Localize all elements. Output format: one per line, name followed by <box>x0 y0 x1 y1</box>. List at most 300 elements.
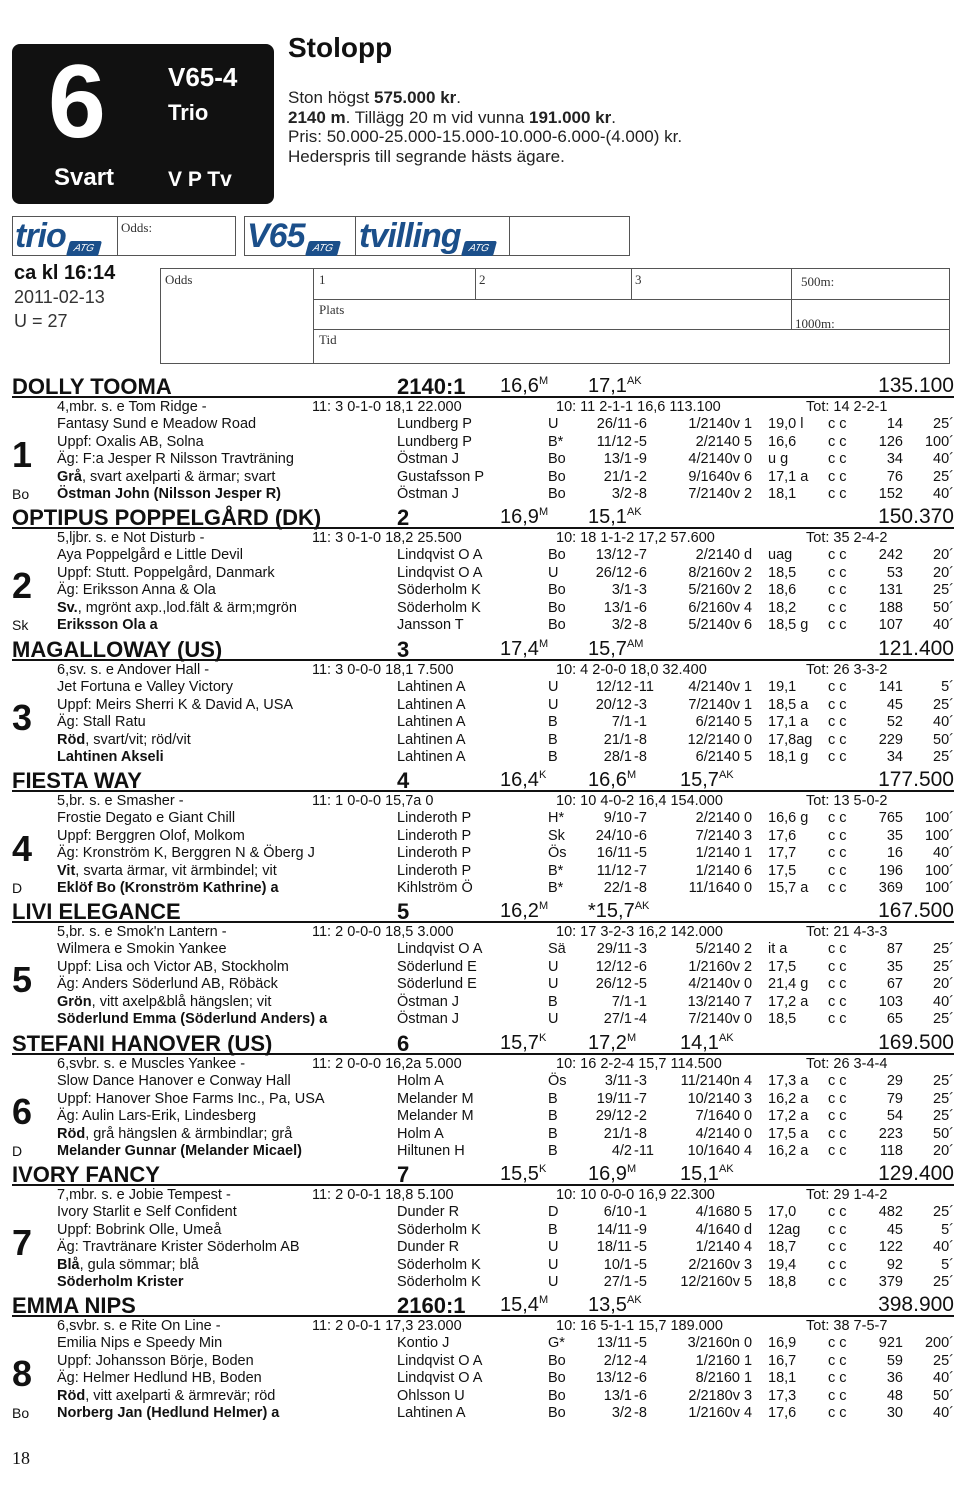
start-position: 3 <box>743 828 753 844</box>
shoe-code: Sk <box>12 617 29 633</box>
start-driver: Lundberg P <box>397 434 472 450</box>
colors: Grå, svart axelparti & ärmar; svart <box>57 469 276 485</box>
stat-2010: 10: 10 0-0-0 16,9 22.300 <box>556 1187 715 1203</box>
start-race-no: -7 <box>634 810 647 826</box>
start-driver: Söderholm K <box>397 1257 481 1273</box>
start-time: it a <box>768 941 788 957</box>
start-track: B <box>548 1126 558 1142</box>
start-shoes: c c <box>828 880 847 896</box>
start-shoes: c c <box>828 486 847 502</box>
colors: Röd, svart/vit; röd/vit <box>57 732 191 748</box>
start-position: 3 <box>743 1388 753 1404</box>
start-shoes: c c <box>828 1091 847 1107</box>
start-track: Bo <box>548 582 566 598</box>
start-driver: Söderholm K <box>397 582 481 598</box>
start-result: 4/1680 <box>695 1204 740 1220</box>
breeder: Uppf: Oxalis AB, Solna <box>57 434 204 450</box>
start-track: Bo <box>548 486 566 502</box>
start-position: 4 <box>743 1405 753 1421</box>
start-track: Bo <box>548 451 566 467</box>
v65-logo: V65 ATG <box>247 217 338 256</box>
start-distance: 2140:1 <box>397 374 466 399</box>
horse-entry <box>0 374 960 502</box>
start-driver: Gustafsson P <box>397 469 485 485</box>
start-track: B <box>548 749 558 765</box>
breeder: Uppf: Lisa och Victor AB, Stockholm <box>57 959 289 975</box>
start-position: 0 <box>743 976 753 992</box>
start-track: U <box>548 1257 559 1273</box>
grid-col-2: 2 <box>479 272 486 287</box>
owner: Äg: Kronström K, Berggren N & Öberg J <box>57 845 315 861</box>
dam-line: Ivory Starlit e Self Confident <box>57 1204 237 1220</box>
record-1: $16,9^M$ <box>500 506 549 528</box>
start-number: 7 <box>12 1222 33 1263</box>
breeder: Uppf: Stutt. Poppelgård, Danmark <box>57 565 275 581</box>
start-result: 5/2140 <box>695 941 740 957</box>
start-position: 2 <box>743 582 753 598</box>
start-date: 26/11 <box>596 416 632 432</box>
start-shoes: c c <box>828 810 847 826</box>
start-position: 5 <box>743 749 753 765</box>
breeder: Uppf: Berggren Olof, Molkom <box>57 828 245 844</box>
start-number: 6 <box>12 1091 33 1132</box>
start-position: d <box>743 1222 753 1238</box>
start-track: B <box>548 1108 558 1124</box>
shoe-code: D <box>12 1143 23 1159</box>
start-prize: 40´ <box>933 617 954 633</box>
start-prize: 40´ <box>933 451 954 467</box>
prize-money: 150.370 <box>878 505 954 528</box>
start-race-no: -1 <box>634 1204 647 1220</box>
trio-odds-label: Odds: <box>121 220 153 235</box>
race-trio-label: Trio <box>168 100 209 125</box>
record-2: $16,6^M$ <box>588 769 637 791</box>
start-number: 4 <box>12 828 33 869</box>
stat-2011: 11: 1 0-0-0 15,7a 0 <box>312 793 434 809</box>
start-date: 3/1 <box>611 582 632 598</box>
start-result: 7/2140v <box>688 1011 740 1027</box>
horse-entry <box>0 1293 960 1421</box>
prize-money: 177.500 <box>878 768 954 791</box>
start-race-no: -8 <box>634 486 647 502</box>
start-race-no: -5 <box>634 434 647 450</box>
start-time: 12ag <box>768 1222 801 1238</box>
start-result: 2/2140 <box>695 547 740 563</box>
start-race-no: -5 <box>634 1257 647 1273</box>
start-track: Ös <box>548 1073 567 1089</box>
stat-2011: 11: 2 0-0-0 16,2a 5.000 <box>312 1056 462 1072</box>
start-odds: 59 <box>886 1353 903 1369</box>
start-driver: Lahtinen A <box>397 697 466 713</box>
owner: Äg: Travtränare Krister Söderholm AB <box>57 1239 300 1255</box>
start-result: 8/2160 <box>695 1370 740 1386</box>
start-driver: Lahtinen A <box>397 749 466 765</box>
start-date: 7/1 <box>611 994 632 1010</box>
start-result: 4/1640 <box>695 1222 740 1238</box>
start-shoes: c c <box>828 617 847 633</box>
start-prize: 50´ <box>933 732 954 748</box>
start-result: 11/1640 <box>688 880 740 896</box>
start-time: 17,8ag <box>768 732 813 748</box>
stat-2010: 10: 17 3-2-3 16,2 142.000 <box>556 924 723 940</box>
start-position: 4 <box>743 1239 753 1255</box>
start-race-no: -8 <box>634 1405 647 1421</box>
start-time: 18,2 <box>768 600 797 616</box>
start-number: 3 <box>12 697 33 738</box>
start-time: 17,0 <box>768 1204 797 1220</box>
start-time: 18,5 a <box>768 697 809 713</box>
start-position: d <box>743 547 753 563</box>
start-position: 7 <box>743 994 753 1010</box>
entry-divider <box>12 921 954 923</box>
start-prize: 40´ <box>933 994 954 1010</box>
grid-odds-label: Odds <box>165 272 193 287</box>
start-time: 18,8 <box>768 1274 797 1290</box>
start-driver: Lahtinen A <box>397 1405 466 1421</box>
start-position: 0 <box>743 1126 753 1142</box>
start-race-no: -5 <box>634 976 647 992</box>
start-time: 18,5 <box>768 1011 797 1027</box>
start-date: 4/2 <box>611 1143 632 1159</box>
start-result: 10/2140 <box>687 1091 740 1107</box>
start-driver: Linderoth P <box>397 810 472 826</box>
start-distance: 5 <box>397 899 410 924</box>
start-result: 9/1640v <box>688 469 740 485</box>
record-2: $16,9^M$ <box>588 1163 637 1185</box>
start-time: 18,1 <box>768 486 797 502</box>
start-position: 0 <box>743 451 753 467</box>
start-result: 4/2140 <box>695 1126 740 1142</box>
start-shoes: c c <box>828 451 847 467</box>
breeder: Uppf: Hanover Shoe Farms Inc., Pa, USA <box>57 1091 325 1107</box>
entry-divider <box>12 1053 954 1055</box>
start-race-no: -1 <box>634 714 647 730</box>
start-driver: Söderholm K <box>397 1222 481 1238</box>
start-driver: Dunder R <box>397 1204 460 1220</box>
start-time: 17,2 a <box>768 1108 809 1124</box>
entry-divider <box>12 1184 954 1186</box>
start-shoes: c c <box>828 600 847 616</box>
race-number: 6 <box>48 44 106 160</box>
shoe-code: Bo <box>12 486 30 502</box>
start-driver: Ohlsson U <box>397 1388 465 1404</box>
start-driver: Linderoth P <box>397 828 472 844</box>
start-time: 16,6 <box>768 434 797 450</box>
start-odds: 30 <box>886 1405 903 1421</box>
start-time: 17,7 <box>768 845 797 861</box>
start-race-no: -7 <box>634 1091 647 1107</box>
start-race-no: -2 <box>634 1108 647 1124</box>
start-prize: 25´ <box>933 1011 954 1027</box>
race-color: Svart <box>54 164 115 191</box>
start-shoes: c c <box>828 434 847 450</box>
start-time: uag <box>768 547 793 563</box>
start-track: Bo <box>548 469 566 485</box>
start-shoes: c c <box>828 828 847 844</box>
start-result: 4/2140v <box>688 976 740 992</box>
start-odds: 48 <box>886 1388 903 1404</box>
start-odds: 14 <box>886 416 903 432</box>
start-driver: Hiltunen H <box>397 1143 465 1159</box>
start-position: 0 <box>743 732 753 748</box>
start-odds: 16 <box>886 845 903 861</box>
start-race-no: -5 <box>634 1274 647 1290</box>
start-shoes: c c <box>828 1126 847 1142</box>
race-cond-line-4: Hederspris till segrande hästs ägare. <box>288 146 565 166</box>
start-time: 18,7 <box>768 1239 797 1255</box>
start-date: 9/10 <box>603 810 632 826</box>
start-shoes: c c <box>828 697 847 713</box>
start-race-no: -7 <box>634 863 647 879</box>
record-1: $17,4^M$ <box>500 638 549 660</box>
start-odds: 118 <box>879 1143 903 1159</box>
stat-total: Tot: 38 7-5-7 <box>806 1318 888 1334</box>
start-race-no: -3 <box>634 582 647 598</box>
trio-logo: trio ATG <box>15 217 100 256</box>
entry-divider <box>12 527 954 529</box>
start-position: 5 <box>743 1274 753 1290</box>
start-driver: Östman J <box>397 994 460 1010</box>
start-date: 29/12 <box>595 1108 632 1124</box>
start-track: B <box>548 1091 558 1107</box>
owner: Äg: Aulin Lars-Erik, Lindesberg <box>57 1108 257 1124</box>
owner: Äg: Stall Ratu <box>57 714 146 730</box>
start-driver: Söderholm K <box>397 1274 481 1290</box>
record-1: $15,4^M$ <box>500 1294 549 1316</box>
horse-name: MAGALLOWAY (US) <box>12 637 223 662</box>
start-track: Bo <box>548 617 566 633</box>
start-driver: Kontio J <box>397 1335 450 1351</box>
start-prize: 5´ <box>941 1257 954 1273</box>
start-result: 7/2140 <box>695 828 740 844</box>
start-position: 0 <box>743 1335 753 1351</box>
dam-line: Slow Dance Hanover e Conway Hall <box>57 1073 291 1089</box>
start-shoes: c c <box>828 1143 847 1159</box>
start-shoes: c c <box>828 1388 847 1404</box>
start-date: 12/12 <box>595 679 632 695</box>
breeder: Uppf: Johansson Börje, Boden <box>57 1353 254 1369</box>
start-race-no: -8 <box>634 880 647 896</box>
start-prize: 20´ <box>933 1143 954 1159</box>
start-odds: 53 <box>886 565 903 581</box>
start-odds: 369 <box>878 880 903 896</box>
start-prize: 25´ <box>933 469 954 485</box>
start-prize: 25´ <box>933 697 954 713</box>
start-odds: 54 <box>886 1108 903 1124</box>
start-odds: 765 <box>878 810 903 826</box>
start-prize: 50´ <box>933 1126 954 1142</box>
stat-2011: 11: 3 0-1-0 18,1 22.000 <box>312 399 462 415</box>
start-date: 13/1 <box>603 1388 632 1404</box>
horse-name: DOLLY TOOMA <box>12 374 172 399</box>
race-header-box <box>12 44 274 204</box>
start-result: 1/2160 <box>695 1353 740 1369</box>
result-grid <box>160 268 950 364</box>
start-race-no: -6 <box>634 565 647 581</box>
stat-2010: 10: 4 2-0-0 18,0 32.400 <box>556 662 707 678</box>
start-shoes: c c <box>828 994 847 1010</box>
start-position: 2 <box>743 486 753 502</box>
start-odds: 223 <box>878 1126 903 1142</box>
record-2: $17,2^M$ <box>588 1032 637 1054</box>
record-1: $15,5^K$ <box>500 1163 547 1185</box>
start-date: 2/12 <box>603 1353 632 1369</box>
start-odds: 87 <box>886 941 903 957</box>
start-position: 0 <box>743 1011 753 1027</box>
start-prize: 25´ <box>933 1204 954 1220</box>
start-prize: 100´ <box>924 863 954 879</box>
horse-entry <box>0 1031 960 1159</box>
horse-pedigree: 6,svbr. s. e Rite On Line - <box>57 1318 221 1334</box>
start-race-no: -6 <box>634 959 647 975</box>
driver-trainer: Söderholm Krister <box>57 1274 184 1290</box>
start-shoes: c c <box>828 1222 847 1238</box>
start-date: 13/12 <box>595 1370 632 1386</box>
start-time: 19,0 l <box>768 416 804 432</box>
start-result: 13/2140 <box>687 994 740 1010</box>
start-prize: 25´ <box>933 1274 954 1290</box>
colors: Grön, vitt axelp&blå hängslen; vit <box>57 994 272 1010</box>
breeder: Uppf: Bobrink Olle, Umeå <box>57 1222 222 1238</box>
start-time: 16,2 a <box>768 1091 809 1107</box>
grid-1000m-label: 1000m: <box>795 316 835 331</box>
start-odds: 92 <box>886 1257 903 1273</box>
start-position: 1 <box>743 845 753 861</box>
start-prize: 100´ <box>924 880 954 896</box>
stat-2010: 10: 16 5-1-1 15,7 189.000 <box>556 1318 723 1334</box>
start-track: H* <box>548 810 565 826</box>
start-track: U <box>548 976 559 992</box>
start-date: 3/2 <box>611 1405 632 1421</box>
start-prize: 25´ <box>933 1108 954 1124</box>
start-odds: 242 <box>878 547 903 563</box>
start-driver: Lahtinen A <box>397 679 466 695</box>
colors: Blå, gula sömmar; blå <box>57 1257 199 1273</box>
start-track: B* <box>548 434 564 450</box>
colors: Vit, svarta ärmar, vit ärmbindel; vit <box>57 863 277 879</box>
race-conditions <box>288 88 682 166</box>
start-date: 6/10 <box>603 1204 632 1220</box>
start-driver: Söderlund E <box>397 959 477 975</box>
stat-2010: 10: 18 1-1-2 17,2 57.600 <box>556 530 715 546</box>
start-race-no: -8 <box>634 732 647 748</box>
start-position: 6 <box>743 617 753 633</box>
record-1: $16,2^M$ <box>500 900 549 922</box>
owner: Äg: Helmer Hedlund HB, Boden <box>57 1370 262 1386</box>
horse-entry <box>0 505 960 633</box>
start-driver: Linderoth P <box>397 845 472 861</box>
start-time: 16,7 <box>768 1353 797 1369</box>
horse-entry <box>0 637 960 765</box>
start-race-no: -6 <box>634 1370 647 1386</box>
start-position: 2 <box>743 941 753 957</box>
start-position: 1 <box>743 697 753 713</box>
start-track: Bo <box>548 1353 566 1369</box>
start-date: 16/11 <box>596 845 632 861</box>
start-odds: 65 <box>886 1011 903 1027</box>
start-driver: Holm A <box>397 1073 444 1089</box>
start-odds: 141 <box>878 679 903 695</box>
start-position: 5 <box>743 1204 753 1220</box>
start-track: B* <box>548 880 564 896</box>
start-driver: Dunder R <box>397 1239 460 1255</box>
start-result: 2/2180v <box>688 1388 740 1404</box>
start-time: 16,6 g <box>768 810 809 826</box>
start-date: 11/12 <box>596 434 632 450</box>
start-result: 12/2140 <box>687 732 740 748</box>
start-shoes: c c <box>828 1274 847 1290</box>
stat-2010: 10: 16 2-2-4 15,7 114.500 <box>556 1056 722 1072</box>
stat-total: Tot: 14 2-2-1 <box>806 399 888 415</box>
start-time: 16,2 a <box>768 1143 809 1159</box>
start-time: 17,3 <box>768 1388 797 1404</box>
start-shoes: c c <box>828 469 847 485</box>
start-race-no: -11 <box>634 679 654 695</box>
start-date: 13/11 <box>596 1335 632 1351</box>
owner: Äg: F:a Jesper R Nilsson Travträning <box>57 451 294 467</box>
race-cond-line-1: Ston högst 575.000 kr. <box>288 88 461 107</box>
start-time: 17,1 a <box>768 469 809 485</box>
start-position: 0 <box>743 1108 753 1124</box>
horse-name: FIESTA WAY <box>12 768 142 793</box>
start-prize: 50´ <box>933 1388 954 1404</box>
race-code: V65-4 <box>168 62 238 92</box>
start-distance: 7 <box>397 1162 410 1187</box>
record-2: $*15,7^{AK}$ <box>588 900 650 922</box>
start-race-no: -6 <box>634 828 647 844</box>
start-date: 7/1 <box>611 714 632 730</box>
start-distance: 4 <box>397 768 410 793</box>
start-result: 10/1640 <box>687 1143 740 1159</box>
start-time: 18,1 g <box>768 749 809 765</box>
driver-trainer: Eriksson Ola a <box>57 617 158 633</box>
horse-pedigree: 4,mbr. s. e Tom Ridge - <box>57 399 207 415</box>
start-number: 5 <box>12 959 33 1000</box>
record-2: $15,1^{AK}$ <box>588 506 642 528</box>
start-track: Bo <box>548 1405 566 1421</box>
start-result: 1/2140 <box>695 1239 740 1255</box>
start-track: Ös <box>548 845 567 861</box>
start-position: 3 <box>743 1091 753 1107</box>
owner: Äg: Anders Söderlund AB, Röbäck <box>57 976 278 992</box>
start-time: 19,4 <box>768 1257 797 1273</box>
grid-col-3: 3 <box>635 272 642 287</box>
start-odds: 103 <box>878 994 903 1010</box>
start-position: 6 <box>743 863 753 879</box>
stat-total: Tot: 21 4-3-3 <box>806 924 888 940</box>
horse-entry <box>0 768 960 896</box>
game-logos-box <box>244 216 630 256</box>
start-time: 17,1 a <box>768 714 809 730</box>
start-number: 8 <box>12 1353 33 1394</box>
dam-line: Fantasy Sund e Meadow Road <box>57 416 257 432</box>
start-driver: Lindqvist O A <box>397 1353 483 1369</box>
shoe-code: Bo <box>12 1405 30 1421</box>
start-number: 1 <box>12 434 33 475</box>
start-position: 4 <box>743 600 753 616</box>
start-race-no: -5 <box>634 845 647 861</box>
record-2: $17,1^{AK}$ <box>588 375 642 397</box>
start-result: 1/2160v <box>688 959 740 975</box>
start-distance: 2160:1 <box>397 1293 466 1318</box>
start-track: B <box>548 714 558 730</box>
stat-2011: 11: 3 0-1-0 18,2 25.500 <box>312 530 462 546</box>
start-odds: 152 <box>878 486 903 502</box>
start-track: B <box>548 994 558 1010</box>
start-track: U <box>548 697 559 713</box>
start-prize: 40´ <box>933 1370 954 1386</box>
grid-tid-label: Tid <box>319 332 337 347</box>
